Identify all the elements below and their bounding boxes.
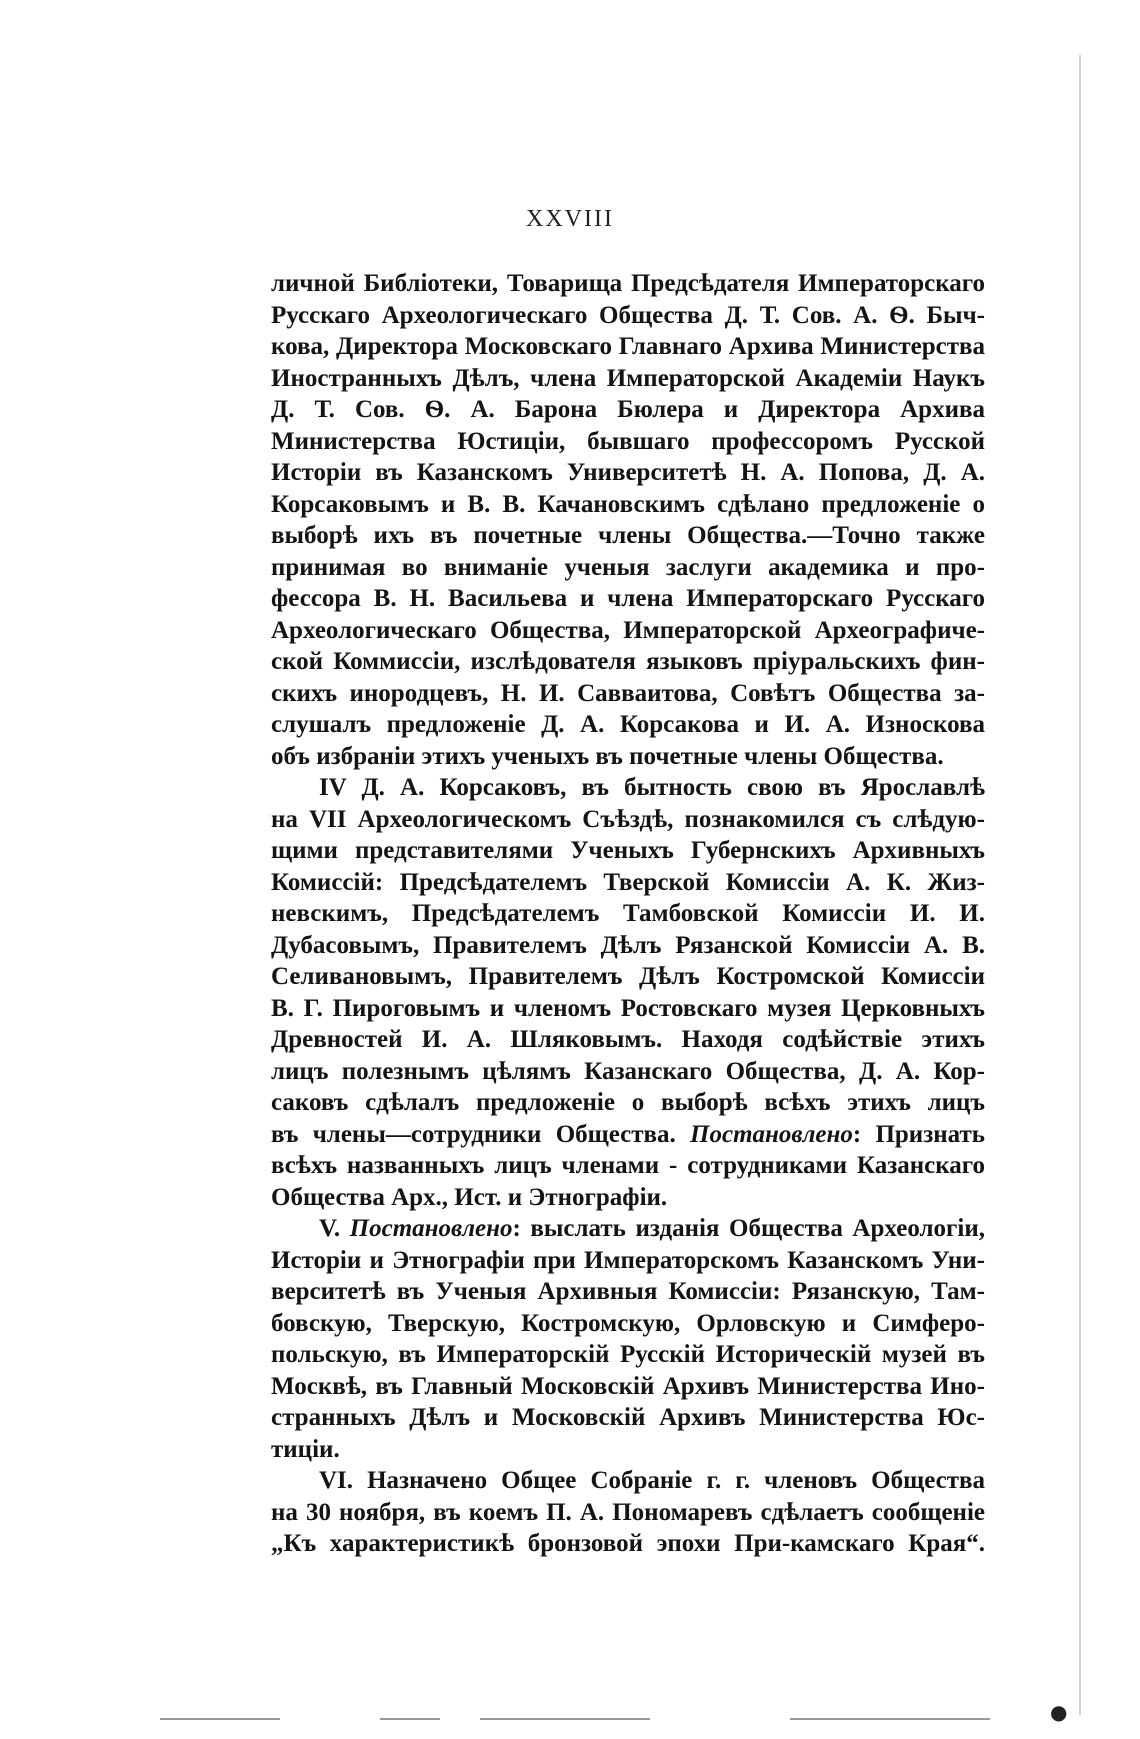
text-line: верситетѣ въ Ученыя Архивныя Комиссіи: Рязанскую, Там-	[271, 1278, 985, 1305]
scan-mark	[380, 1718, 440, 1720]
resolution-tail: : выслать изданія Общества Археологіи,	[512, 1215, 985, 1242]
text-line: Министерства Юстиціи, бывшаго профессоромъ Русской	[271, 427, 985, 455]
text-line: объ избраніи этихъ ученыхъ въ почетные члены Общества.	[271, 742, 944, 770]
text-line: саковъ сдѣлалъ предложеніе о выборѣ всѣхъ этихъ лицъ	[271, 1089, 985, 1116]
text-line: невскимъ, Предсѣдателемъ Тамбовской Комиссіи И. И.	[271, 900, 985, 927]
text-line: Иностранныхъ Дѣлъ, члена Императорской Академіи Наукъ	[271, 364, 985, 392]
text-line: Исторіи въ Казанскомъ Университетѣ Н. А. Попова, Д. А.	[271, 459, 985, 486]
text-line: всѣхъ названныхъ лицъ членами - сотрудниками Казанскаго	[271, 1152, 985, 1179]
text-line: на VII Археологическомъ Съѣздѣ, познакомился съ слѣдую-	[271, 805, 985, 833]
text-line: странныхъ Дѣлъ и Московскій Архивъ Министерства Юс-	[271, 1404, 985, 1431]
text-line: Д. Т. Сов. Ѳ. А. Барона Бюлера и Директора Архива	[271, 396, 985, 423]
scan-corner-mark-icon: ●	[1050, 1700, 1068, 1724]
resolved-word: Постановлено	[690, 1120, 853, 1148]
resolution-tail: : Признать	[852, 1120, 986, 1148]
page-number: XXVIII	[526, 206, 614, 232]
text-line: тиціи.	[271, 1435, 340, 1463]
text-line: Москвѣ, въ Главный Московскій Архивъ Министерства Ино-	[271, 1372, 985, 1400]
text-line: В. Г. Пироговымъ и членомъ Ростовскаго музея Церковныхъ	[271, 994, 985, 1022]
text-line: Селивановымъ, Правителемъ Дѣлъ Костромской Комиссіи	[271, 963, 985, 990]
text-line: выборѣ ихъ въ почетные члены Общества.—Точно также	[271, 522, 985, 549]
scan-mark	[790, 1718, 990, 1720]
scan-mark	[160, 1718, 280, 1720]
text-line: скихъ инородцевъ, Н. И. Савваитова, Совѣтъ Общества за-	[271, 679, 985, 707]
section-number: V.	[319, 1215, 341, 1242]
page-edge-line	[1079, 55, 1081, 1715]
text-line: слушалъ предложеніе Д. А. Корсакова и И. А. Износкова	[271, 711, 985, 738]
text-line: щими представителями Ученыхъ Губернскихъ Архивныхъ	[271, 837, 985, 864]
body-text	[271, 268, 985, 1560]
resolution-lead: въ члены—сотрудники Общества.	[271, 1120, 676, 1148]
text-line: Исторіи и Этнографіи при Императорскомъ Казанскомъ Уни-	[271, 1246, 985, 1274]
text-line: лицъ полезнымъ цѣлямъ Казанскаго Общества, Д. А. Кор-	[271, 1057, 985, 1085]
text-line-resolution	[271, 1213, 985, 1245]
text-line: „Къ характеристикѣ бронзовой эпохи При-камскаго Края“.	[271, 1530, 985, 1557]
text-line: принимая во вниманіе ученыя заслуги академика и про-	[271, 553, 985, 581]
text-line: польскую, въ Императорскій Русскій Историческій музей въ	[271, 1341, 985, 1368]
text-line: на 30 ноября, въ коемъ П. А. Пономаревъ сдѣлаетъ сообщеніе	[271, 1498, 985, 1526]
text-line: ской Коммиссіи, изслѣдователя языковъ пріуральскихъ фин-	[271, 648, 985, 675]
text-line-resolution	[271, 1119, 985, 1151]
text-line: фессора В. Н. Васильева и члена Императорскаго Русскаго	[271, 585, 985, 612]
resolved-word: Постановлено	[349, 1215, 513, 1242]
text-line: Русскаго Археологическаго Общества Д. Т. Сов. А. Ѳ. Быч-	[271, 301, 985, 329]
scan-mark	[480, 1718, 650, 1720]
text-line: IV Д. А. Корсаковъ, въ бытность свою въ Ярославлѣ	[319, 774, 985, 801]
text-line: Дубасовымъ, Правителемъ Дѣлъ Рязанской Комиссіи А. В.	[271, 931, 985, 959]
text-line: личной Библіотеки, Товарища Предсѣдателя Императорскаго	[271, 270, 985, 297]
text-line: Археологическаго Общества, Императорской Археографиче-	[271, 616, 985, 644]
text-line: бовскую, Тверскую, Костромскую, Орловскую и Симферо-	[271, 1309, 985, 1337]
text-line: Древностей И. А. Шляковымъ. Находя содѣйствіе этихъ	[271, 1026, 985, 1053]
text-line: Общества Арх., Ист. и Этнографіи.	[271, 1183, 668, 1211]
text-line: Корсаковымъ и В. В. Качановскимъ сдѣлано предложеніе о	[271, 490, 985, 518]
text-line: VI. Назначено Общее Собраніе г. г. членовъ Общества	[319, 1467, 985, 1494]
text-line: кова, Директора Московскаго Главнаго Архива Министерства	[271, 333, 985, 360]
text-line: Комиссій: Предсѣдателемъ Тверской Комиссіи А. К. Жиз-	[271, 868, 985, 896]
scan-bottom-marks	[150, 1716, 1080, 1722]
